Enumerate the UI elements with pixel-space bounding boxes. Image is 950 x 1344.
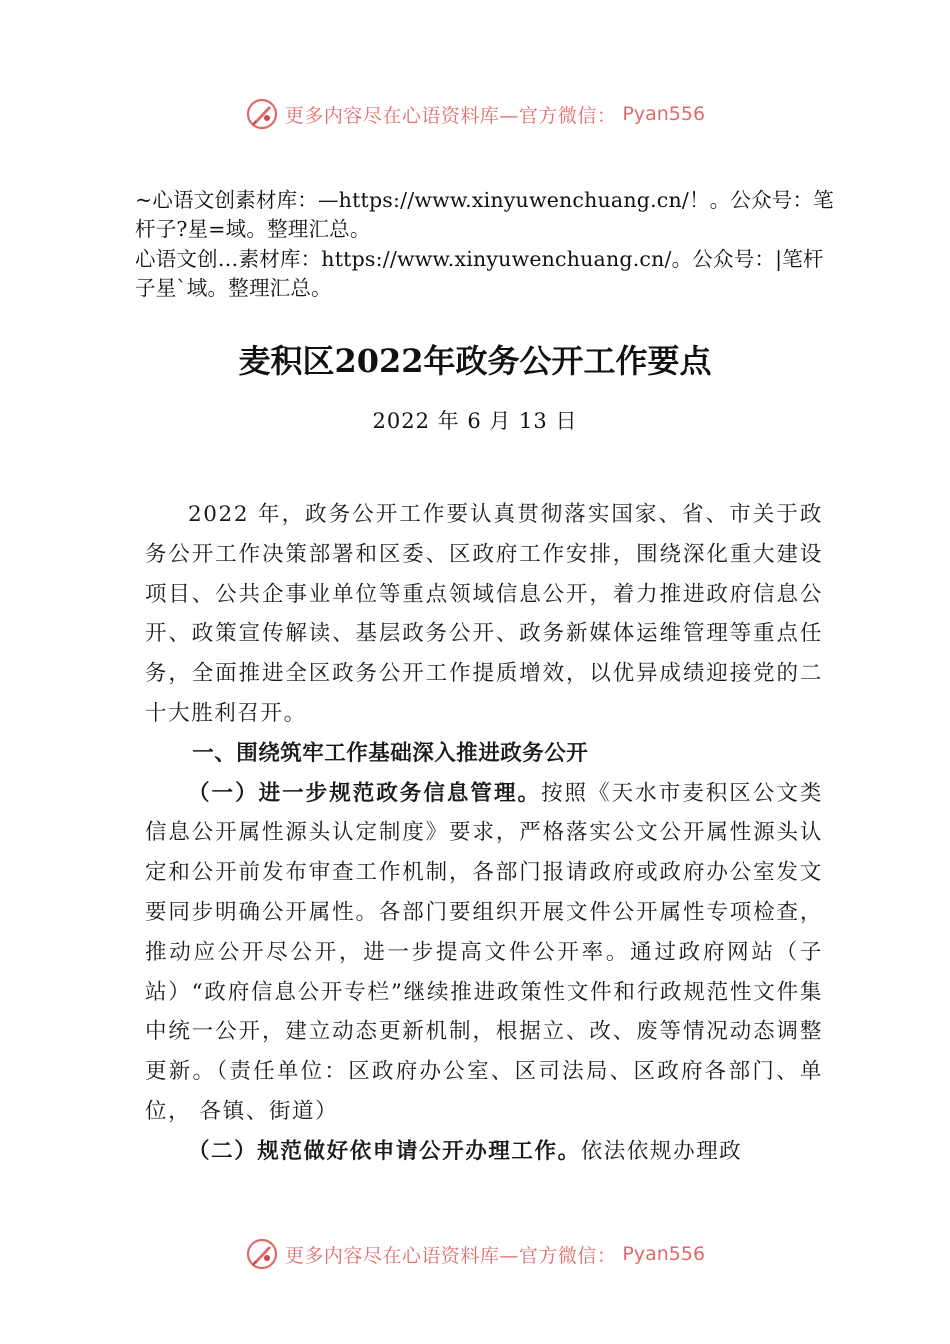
quill-seal-icon xyxy=(245,97,279,131)
watermark-line-2: 心语文创…素材库：https://www.xinyuwenchuang.cn/。公众号：|笔杆子星`域。整理汇总。 xyxy=(135,247,824,300)
footer-banner xyxy=(0,1234,950,1274)
item-lead-1: （一）进一步规范政务信息管理。 xyxy=(188,780,542,806)
header-banner xyxy=(0,94,950,134)
item-paragraph-2 xyxy=(145,1132,823,1172)
intro-paragraph: 2022 年，政务公开工作要认真贯彻落实国家、省、市关于政务公开工作决策部署和区委、区政府工作安排，围绕深化重大建设项目、公共企事业单位等重点领域信息公开，着力推进政府信息公开、政策宣传解读、基层政务公开、政务新媒体运维管理等重点任务，全面推进全区政务公开工作提质增效，以优异成绩迎接党的二十大胜利召开。 xyxy=(145,502,823,726)
watermark-line-1: ~心语文创素材库：—https://www.xinyuwenchuang.cn/！。公众号：笔杆子?星=域。整理汇总。 xyxy=(135,188,834,241)
item-body-2: 依法依规办理政 xyxy=(580,1138,743,1164)
item-paragraph-1 xyxy=(145,774,823,1132)
banner-text: 更多内容尽在心语资料库—官方微信： xyxy=(284,1244,617,1267)
section-heading: 一、围绕筑牢工作基础深入推进政务公开 xyxy=(192,740,589,766)
item-lead-2: （二）规范做好依申请公开办理工作。 xyxy=(188,1138,581,1164)
item-body-1: 按照《天水市麦积区公文类信息公开属性源头认定制度》要求，严格落实公文公开属性源头认定和公开前发布审查工作机制，各部门报请政府或政府办公室发文要同步明确公开属性。各部门要组织开展文件公开属性专项检查，推动应公开尽公开，进一步提高文件公开率。通过政府网站（子站）“政府信息公开专栏”继续推进政策性文件和行政规范性文件集中统一公开，建立动态更新机制，根据立、改、废等情况动态调整更新。（责任单位：区政府办公室、区司法局、区政府各部门、单位， 各镇、街道） xyxy=(145,780,823,1124)
document-date: 2022 年 6 月 13 日 xyxy=(372,409,578,433)
quill-seal-icon xyxy=(245,1237,279,1271)
banner-wechat-id: Pyan556 xyxy=(622,103,706,125)
document-body xyxy=(145,495,823,1172)
document-title: 麦积区2022年政务公开工作要点 xyxy=(238,342,712,380)
banner-wechat-id: Pyan556 xyxy=(622,1243,706,1265)
banner-text: 更多内容尽在心语资料库—官方微信： xyxy=(284,104,617,127)
